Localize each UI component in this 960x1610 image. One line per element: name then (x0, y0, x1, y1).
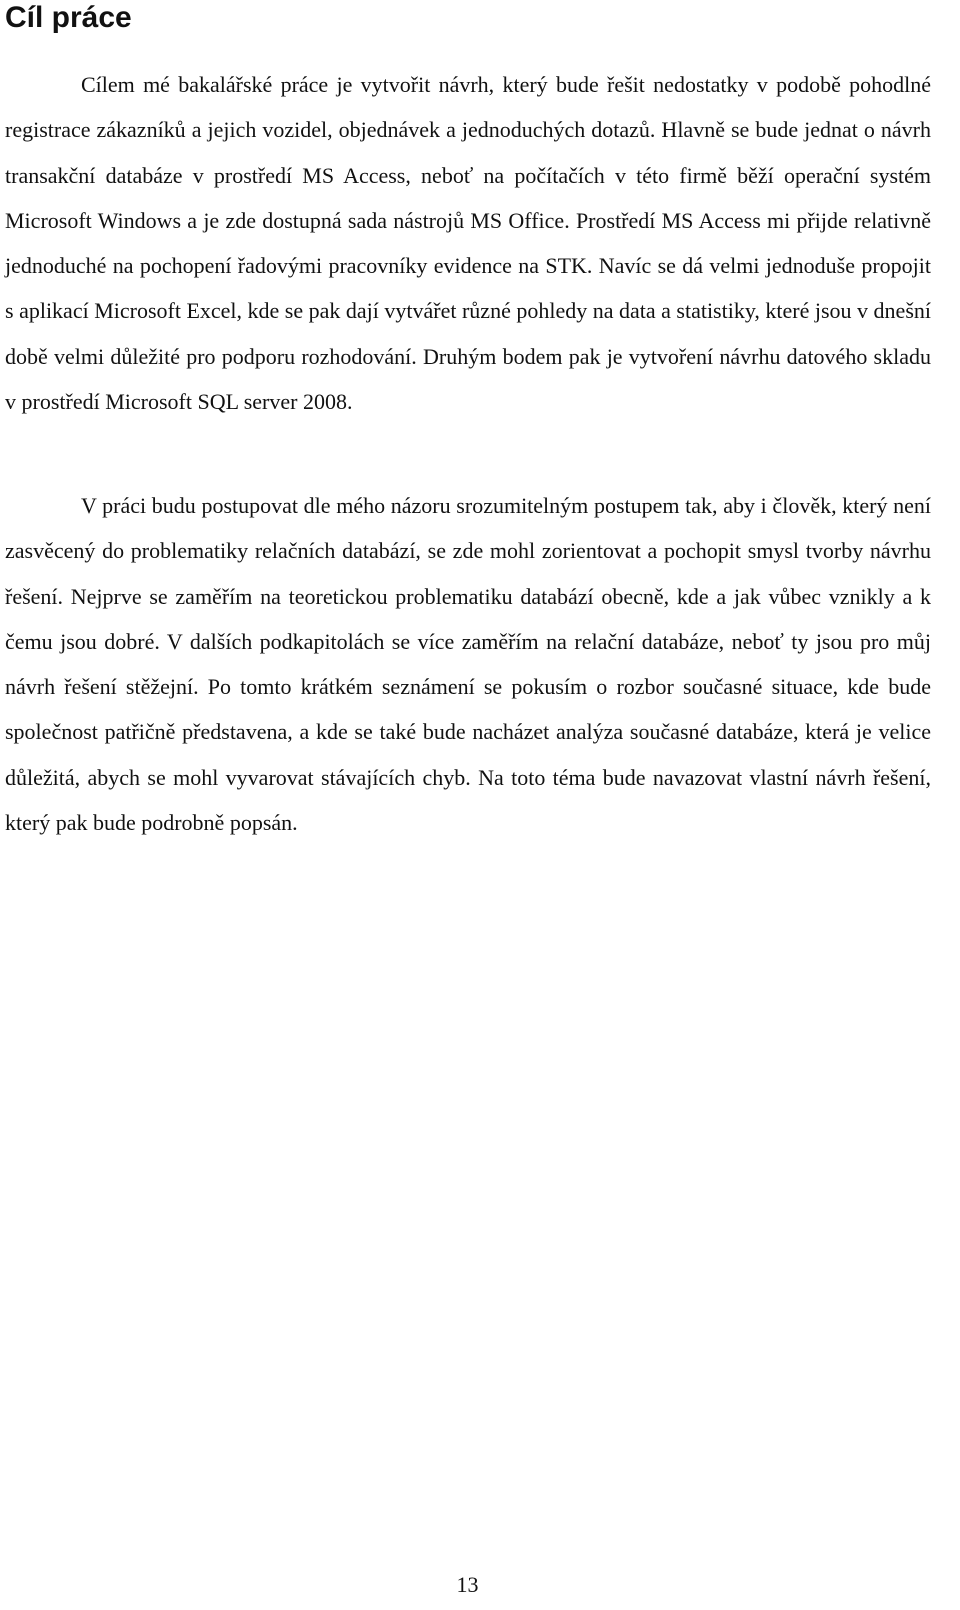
section-heading: Cíl práce (5, 1, 132, 34)
paragraph-approach: V práci budu postupovat dle mého názoru srozumitelným postupem tak, aby i člověk, který není zasvěcený do problematiky relačních databází, se zde mohl zorientovat a pochopit smysl tvorby návrhu řešení. Nejprve se zaměřím na teoretickou problematiku databází obecně, kde a jak vůbec vznikly a k čemu jsou dobré. V dalších podkapitolách se více zaměřím na relační databáze, neboť ty jsou pro můj návrh řešení stěžejní. Po tomto krátkém seznámení se pokusím o rozbor současné situace, kde bude společnost patřičně představena, a kde se také bude nacházet analýza současné databáze, která je velice důležitá, abych se mohl vyvarovat stávajících chyb. Na toto téma bude navazovat vlastní návrh řešení, který pak bude podrobně popsán. (5, 493, 931, 836)
paragraph-goal: Cílem mé bakalářské práce je vytvořit návrh, který bude řešit nedostatky v podobě pohodlné registrace zákazníků a jejich vozidel, objednávek a jednoduchých dotazů. Hlavně se bude jednat o návrh transakční databáze v prostředí MS Access, neboť na počítačích v této firmě běží operační systém Microsoft Windows a je zde dostupná sada nástrojů MS Office. Prostředí MS Access mi přijde relativně jednoduché na pochopení řadovými pracovníky evidence na STK. Navíc se dá velmi jednoduše propojit s aplikací Microsoft Excel, kde se pak dají vytvářet různé pohledy na data a statistiky, které jsou v dnešní době velmi důležité pro podporu rozhodování. Druhým bodem pak je vytvoření návrhu datového skladu v prostředí Microsoft SQL server 2008. (5, 72, 931, 415)
page-number: 13 (456, 1572, 479, 1597)
